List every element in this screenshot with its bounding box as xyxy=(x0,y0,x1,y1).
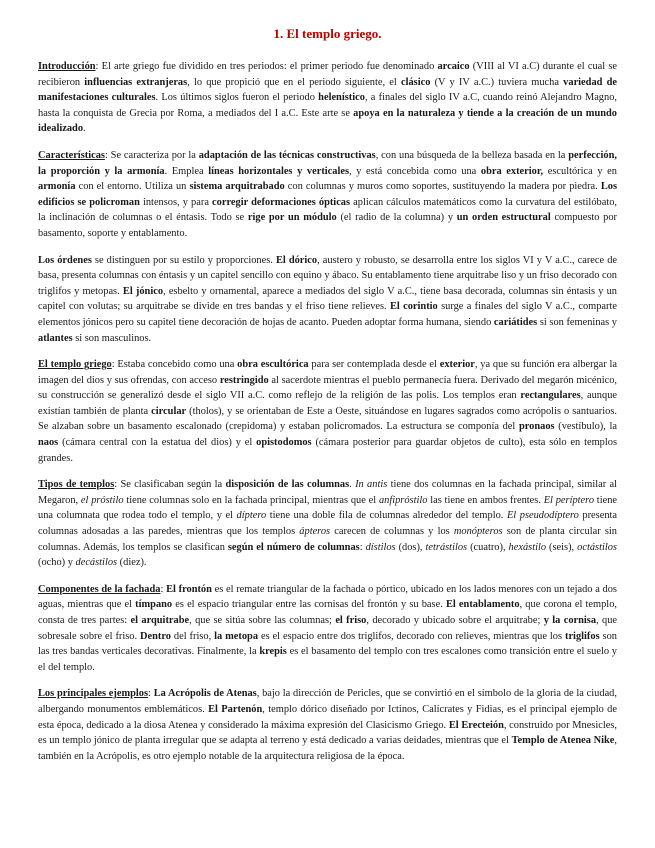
italic-term: díptero xyxy=(236,510,267,522)
italic-term: El pseudodíptero xyxy=(506,510,579,522)
bold-term: obra escultórica xyxy=(237,359,309,371)
text-run: surge a finales del siglo V a.C., comparte elementos jónicos pero su capitel tiene decoración de hojas de acanto. Pueden adoptar forma humana, siendo xyxy=(38,301,618,328)
document-title: 1. El templo griego. xyxy=(273,26,382,41)
text-run: . Emplea xyxy=(164,165,209,177)
text-run: (cámara central con la estatua del dios) y el xyxy=(58,437,257,449)
bold-term: El jónico xyxy=(122,285,164,297)
text-run: tiene columnas solo en la fachada principal, mientras que el xyxy=(123,494,379,506)
bold-term: restringido xyxy=(219,374,269,386)
text-run: con el entorno. Utiliza un xyxy=(75,181,190,193)
text-run: intensos, y para xyxy=(139,196,213,208)
bold-term: rige por un módulo xyxy=(247,212,337,224)
bold-term: Dentro xyxy=(140,630,171,642)
italic-term: ápteros xyxy=(299,526,331,538)
text-run: con columnas y muros como soportes, sustituyendo la madera por piedra. xyxy=(284,181,601,193)
italic-term: hexástilo xyxy=(508,541,547,553)
italic-term: monópteros xyxy=(453,526,503,538)
text-run: se distinguen por su estilo y proporciones. xyxy=(91,254,276,266)
text-run: es el espacio triangular entre las cornisas del frontón y su base. xyxy=(172,599,446,611)
text-run: compuesto por basamento, soporte y entablamento. xyxy=(38,212,618,239)
text-run: , lo que propició que en el periodo siguiente, el xyxy=(187,76,401,88)
bold-term: el arquitrabe xyxy=(130,615,190,626)
text-run: aplican cálculos matemáticos como la curvatura del estilóbato, la inclinación de columnas o el éntasis. Todo se xyxy=(38,196,618,224)
text-run: : xyxy=(148,688,154,700)
text-run: , decorado y ubicado sobre el arquitrabe; xyxy=(366,615,544,626)
bold-term: disposición de las columnas xyxy=(225,479,350,491)
italic-term: anfipróstilo xyxy=(378,494,428,506)
text-run: , esbelto y ornamental, aparece a mediados del siglo V a.C., tiene basa decorada, columnas sin éntasis y un capitel con volutas; su arquitrabe se divide en tres bandas y el friso tiene relieves. xyxy=(38,285,617,313)
section-heading: Tipos de templos xyxy=(38,479,115,491)
bold-term: circular xyxy=(151,405,187,417)
text-run: (dos), xyxy=(395,541,426,553)
paragraph-introduccion xyxy=(38,59,617,137)
bold-term: perfección, la proporción y la armonía xyxy=(38,149,617,177)
text-run: : xyxy=(359,541,366,553)
text-run: : Estaba concebido como una xyxy=(111,359,238,371)
text-run: . xyxy=(83,123,86,135)
italic-term: el próstilo xyxy=(80,494,124,506)
bold-term: El corintio xyxy=(389,301,438,313)
text-run: es el espacio entre dos triglifos, decorado con relieves, mientras que los xyxy=(258,630,565,642)
bold-term: adaptación de las técnicas constructivas xyxy=(198,149,376,161)
bold-term: según el número de columnas xyxy=(227,541,360,553)
text-run: , también en la Acrópolis, es otro ejemplo notable de la arquitectura religiosa de la época. xyxy=(38,735,617,762)
text-run: (V y IV a.C.) tuviera mucha xyxy=(430,76,564,88)
text-run: para ser contemplada desde el xyxy=(308,359,440,371)
text-run: , construido por Mnesicles, es un templo jónico de planta irregular que se adapta al terreno y está dedicado a varias deidades, mientras que el xyxy=(38,719,617,747)
bold-term: El entablamento xyxy=(445,599,520,611)
text-run: , que sobresale sobre el friso. xyxy=(38,615,618,642)
section-heading: El templo griego xyxy=(38,359,112,371)
text-run: (tholos), y se orientaban de Este a Oeste, situándose en lugares sagrados como acrópolis o santuarios. Se alzaban sobre un basamento escalonado (crepidoma) y estaban policromados. La estructura se componía del xyxy=(38,405,617,433)
bold-term: triglifos xyxy=(564,630,600,642)
text-run: (diez). xyxy=(117,557,147,569)
text-run: las tiene en ambos frentes. xyxy=(427,494,544,506)
text-run: , que se sitúa sobre las columnas; xyxy=(189,615,336,626)
bold-term: tímpano xyxy=(135,599,173,611)
paragraph-tipos-templos xyxy=(38,477,617,571)
bold-term: líneas horizontales y verticales xyxy=(208,165,350,177)
text-run: , a finales del siglo IV a.C, cuando reinó Alejandro Magno, hasta la conquista de Grecia por Roma, a mediados del I a.C. Este arte se xyxy=(38,92,617,119)
bold-term: y la cornisa xyxy=(543,615,597,626)
bold-term: pronaos xyxy=(518,421,555,433)
italic-term: octástilos xyxy=(577,541,617,553)
text-run: , con una búsqueda de la belleza basada en la xyxy=(375,149,569,161)
bold-term: El Erecteión xyxy=(448,719,504,731)
text-run: carecen de columnas y los xyxy=(330,526,454,538)
bold-term: exterior xyxy=(439,359,475,371)
paragraph-caracteristicas xyxy=(38,148,617,242)
bold-term: helenístico xyxy=(318,92,365,104)
text-run: son las tres bandas verticales decorativas. Finalmente, la xyxy=(38,630,617,658)
text-run: si son femeninas y xyxy=(537,316,618,328)
text-run: (VIII al VI a.C) durante el cual se recibieron xyxy=(38,61,617,88)
text-run: , austero y robusto, se desarrolla entre los siglos VI y V a.C., carece de basa, presenta columnas con éntasis y un capitel sencillo con equino y ábaco. Su entablamento tiene arquitrabe liso y un friso decorado con triglifos y metopas. xyxy=(38,254,617,297)
bold-term: krepis xyxy=(259,646,287,658)
italic-term: In antis xyxy=(355,479,388,491)
text-run: , y está concebida como una xyxy=(349,165,481,177)
paragraph-componentes xyxy=(38,582,617,676)
section-heading: Componentes de la fachada xyxy=(38,583,161,595)
text-run: : El arte griego fue dividido en tres periodos: el primer periodo fue denominado xyxy=(95,61,438,72)
text-run: (cuatro), xyxy=(467,541,509,553)
text-run: . xyxy=(349,479,356,491)
text-run: escultórica y en xyxy=(543,165,617,177)
paragraph-templo-griego xyxy=(38,357,617,466)
bold-term: naos xyxy=(38,437,59,449)
text-run: : Se clasificaban según la xyxy=(114,479,226,491)
bold-term: El Partenón xyxy=(208,703,263,715)
italic-term: tetrástilos xyxy=(425,541,468,553)
bold-term: clásico xyxy=(400,76,431,88)
text-run: es el remate triangular de la fachada o pórtico, ubicado en los lados menores con un tejado a dos aguas, mientras que el xyxy=(38,583,617,611)
italic-term: dístilos xyxy=(365,541,396,553)
text-run: (el radio de la columna) y xyxy=(336,212,457,224)
text-run: (ocho) y xyxy=(38,557,76,569)
text-run: si son masculinos. xyxy=(72,332,152,344)
italic-term: decástilos xyxy=(75,557,118,569)
text-run: del friso, xyxy=(171,630,215,642)
bold-term: la metopa xyxy=(214,630,259,642)
text-run: tiene una doble fila de columnas alrededor del templo. xyxy=(266,510,507,522)
text-run: (seis), xyxy=(546,541,578,553)
bold-term: un orden estructural xyxy=(456,212,551,224)
text-run: , bajo la dirección de Pericles, que se convirtió en el símbolo de la gloria de la ciudad, albergando monumentos emblemáticos. xyxy=(38,688,617,715)
text-run: al sacerdote mientras el pueblo permanecía fuera. Derivado del megarón micénico, su construcción se generalizó desde el siglo VII a.C. como reflejo de la religión de las polis. Los templos eran xyxy=(38,374,618,402)
text-run: . Los últimos siglos fueron el periodo xyxy=(155,92,319,104)
bold-term: armonía xyxy=(38,181,76,193)
bold-term: Los órdenes xyxy=(38,254,92,266)
text-run: es el basamento del templo con tres escalones como transición entre el suelo y el del templo. xyxy=(38,646,617,673)
bold-term: atlantes xyxy=(38,332,73,344)
text-run: son de planta circular sin columnas. Además, los templos se clasifican xyxy=(38,526,617,553)
text-run: : xyxy=(160,583,167,595)
text-run: (cámara posterior para guardar objetos de culto), esta sólo en templos grandes. xyxy=(38,437,617,464)
document-body xyxy=(38,59,617,764)
bold-term: opistodomos xyxy=(256,437,312,449)
bold-term: obra exterior, xyxy=(480,165,544,177)
bold-term: arcaico xyxy=(437,61,470,72)
bold-term: cariátides xyxy=(493,316,538,328)
text-run: , templo dórico diseñado por Ictinos, Calícrates y Fidias, es el principal ejemplo de esta época, dedicado a la diosa Atenea y considerado la máxima expresión del Clasicismo Griego. xyxy=(38,703,617,731)
section-heading: Características xyxy=(38,149,105,161)
bold-term: el friso xyxy=(335,615,367,626)
paragraph-ejemplos xyxy=(38,686,617,764)
bold-term: variedad de manifestaciones culturales xyxy=(38,76,617,104)
bold-term: La Acrópolis de Atenas xyxy=(153,688,257,700)
section-heading: Introducción xyxy=(38,61,96,72)
bold-term: El dórico xyxy=(275,254,318,266)
text-run: , que corona el templo, consta de tres partes: xyxy=(38,599,617,626)
bold-term: Templo de Atenea Nike xyxy=(511,735,615,747)
bold-term: corregir deformaciones ópticas xyxy=(212,196,351,208)
bold-term: influencias extranjeras xyxy=(84,76,188,88)
italic-term: El períptero xyxy=(543,494,595,506)
text-run: tiene dos columnas en la fachada principal, similar al Megaron, xyxy=(38,479,618,506)
text-run: , aunque existían también de planta xyxy=(38,390,618,417)
section-heading: Los principales ejemplos xyxy=(38,688,149,700)
text-run: tiene una columnata que rodea todo el templo, y el xyxy=(38,494,617,522)
text-run: (vestíbulo), la xyxy=(554,421,617,433)
text-run: , ya que su función era albergar la imagen del dios y sus ofrendas, con acceso xyxy=(38,359,617,386)
bold-term: rectangulares xyxy=(520,390,581,402)
bold-term: El frontón xyxy=(166,583,212,595)
bold-term: apoya en la naturaleza y tiende a la creación de un mundo idealizado xyxy=(38,107,617,135)
text-run: presenta columnas adosadas a las paredes, mientras que los templos xyxy=(38,510,618,538)
document-page xyxy=(38,26,617,775)
bold-term: sistema arquitrabado xyxy=(189,181,285,193)
bold-term: Los edificios se policroman xyxy=(38,181,618,208)
text-run: : Se caracteriza por la xyxy=(104,149,199,161)
paragraph-ordenes xyxy=(38,253,617,347)
